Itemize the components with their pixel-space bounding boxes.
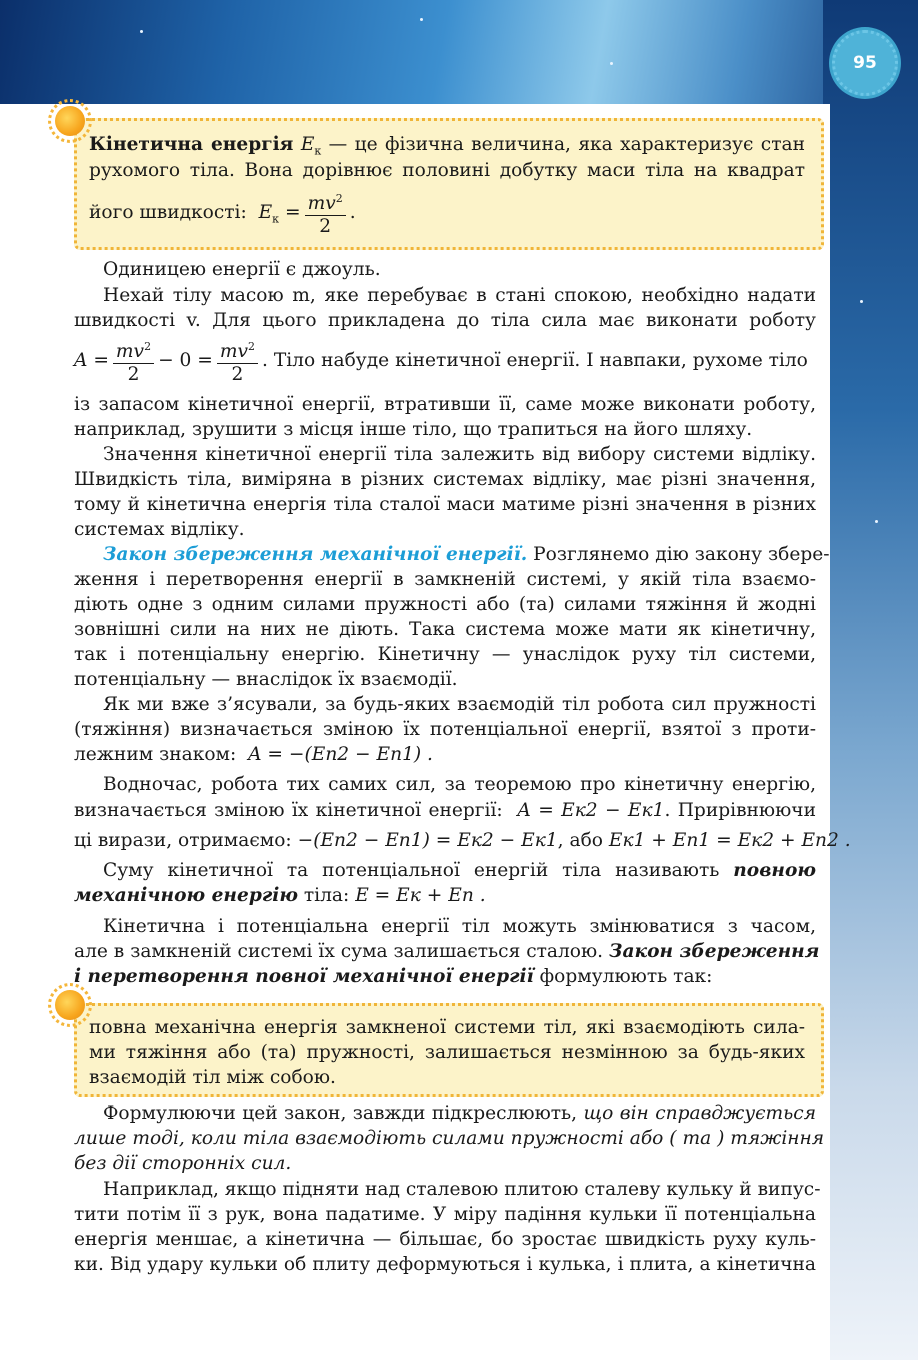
paragraph-line: ження і перетворення енергії в замкненій системі, у якій тіла взаємо- [74,569,816,590]
definition-line: його швидкості: $E_к$ = $\frac{mv^2}{2}$ . [89,188,831,238]
paragraph-line: визначається зміною їх кінетичної енергії: A = Eк2 − Eк1. Прирівнюючи [74,800,816,821]
page-number-badge [832,30,898,96]
definition-line: повна механічна енергія замкненої системи тіл, які взаємодіють сила- [89,1017,805,1038]
paragraph-line: ці вирази, отримаємо: −(Eп2 − Eп1) = Eк2 − Eк1, або Eк1 + Eп1 = Eк2 + Eп2 . [74,830,851,851]
paragraph-line: системах відліку. [74,519,245,540]
paragraph-line: Формулюючи цей закон, завжди підкреслюють, що він справджується [103,1103,816,1124]
side-decoration [823,0,918,1360]
star-decoration [860,300,863,303]
star-decoration [875,520,878,523]
page-number: 95 [853,53,877,73]
paragraph-line: Наприклад, якщо підняти над сталевою плитою сталеву кульку й випус- [103,1179,821,1200]
paragraph-line: зовнішні сили на них не діють. Така система може мати як кінетичну, [74,619,816,640]
paragraph-line: лише тоді, коли тіла взаємодіють силами пружності або ( та ) тяжіння [74,1128,825,1149]
paragraph-line: потенціальну — внаслідок їх взаємодії. [74,669,458,690]
header-background [0,0,918,105]
star-decoration [420,18,423,21]
paragraph-line: тити потім її з рук, вона падатиме. У міру падіння кульки її потенціальна [74,1204,816,1225]
paragraph-line: механічною енергію тіла: E = Eк + Eп . [74,885,486,906]
paragraph-line: але в замкненій системі їх сума залишається сталою. Закон збереження [74,941,820,962]
paragraph-line: діють одне з одним силами пружності або (та) силами тяжіння й жодні [74,594,816,615]
paragraph-line: із запасом кінетичної енергії, втративши її, саме може виконати роботу, [74,394,816,415]
sun-icon [55,990,85,1020]
paragraph-line: так і потенціальну енергію. Кінетичну — унаслідок руху тіл системи, [74,644,816,665]
paragraph-line: Суму кінетичної та потенціальної енергій тіла називають повною [103,860,816,881]
definition-line: взаємодій тіл між собою. [89,1067,336,1088]
star-decoration [140,30,143,33]
paragraph-line: Значення кінетичної енергії тіла залежить від вибору системи відліку. [103,444,816,465]
paragraph-line: і перетворення повної механічної енергії формулюють так: [74,966,713,987]
paragraph-line: Закон збереження механічної енергії. Розглянемо дію закону збере- [103,544,830,565]
paragraph-line: Швидкість тіла, виміряна в різних системах відліку, має різні значення, [74,469,816,490]
definition-line: Кінетична енергія $E_к$ — це фізична величина, яка характеризує стан [89,134,805,158]
paragraph-line: Нехай тілу масою m, яке перебуває в стані спокою, необхідно надати [103,285,816,306]
paragraph-formula-line: A = $\frac{mv^2}{2}$ − 0 = $\frac{mv^2}{2}$ . Тіло набуде кінетичної енергії. І навпаки, рухоме тіло [74,336,816,386]
paragraph-line: енергія меншає, а кінетична — більшає, бо зростає швидкість руху куль- [74,1229,816,1250]
paragraph-line: без дії сторонніх сил. [74,1153,292,1174]
paragraph-line: Водночас, робота тих самих сил, за теоремою про кінетичну енергію, [103,774,816,795]
definition-line: рухомого тіла. Вона дорівнює половині добутку маси тіла на квадрат [89,160,805,181]
sun-icon [55,106,85,136]
paragraph-line: наприклад, зрушити з місця інше тіло, що трапиться на його шляху. [74,419,753,440]
paragraph-line: Кінетична і потенціальна енергії тіл можуть змінюватися з часом, [103,916,816,937]
definition-line: ми тяжіння або (та) пружності, залишається незмінною за будь-яких [89,1042,805,1063]
section-heading: Закон збереження механічної енергії. [103,544,528,565]
paragraph-line: лежним знаком: A = −(Eп2 − Eп1) . [74,744,433,765]
paragraph-line: швидкості v. Для цього прикладена до тіла сила має виконати роботу [74,310,816,331]
paragraph-line: тому й кінетична енергія тіла сталої маси матиме різні значення в різних [74,494,816,515]
paragraph-line: Як ми вже з’ясували, за будь-яких взаємодій тіл робота сил пружності [103,694,816,715]
star-decoration [610,62,613,65]
paragraph-line: (тяжіння) визначається зміною їх потенціальної енергії, взятої з проти- [74,719,816,740]
paragraph-line: ки. Від удару кульки об плиту деформуються і кулька, і плита, а кінетична [74,1254,816,1275]
paragraph-line: Одиницею енергії є джоуль. [103,259,381,280]
